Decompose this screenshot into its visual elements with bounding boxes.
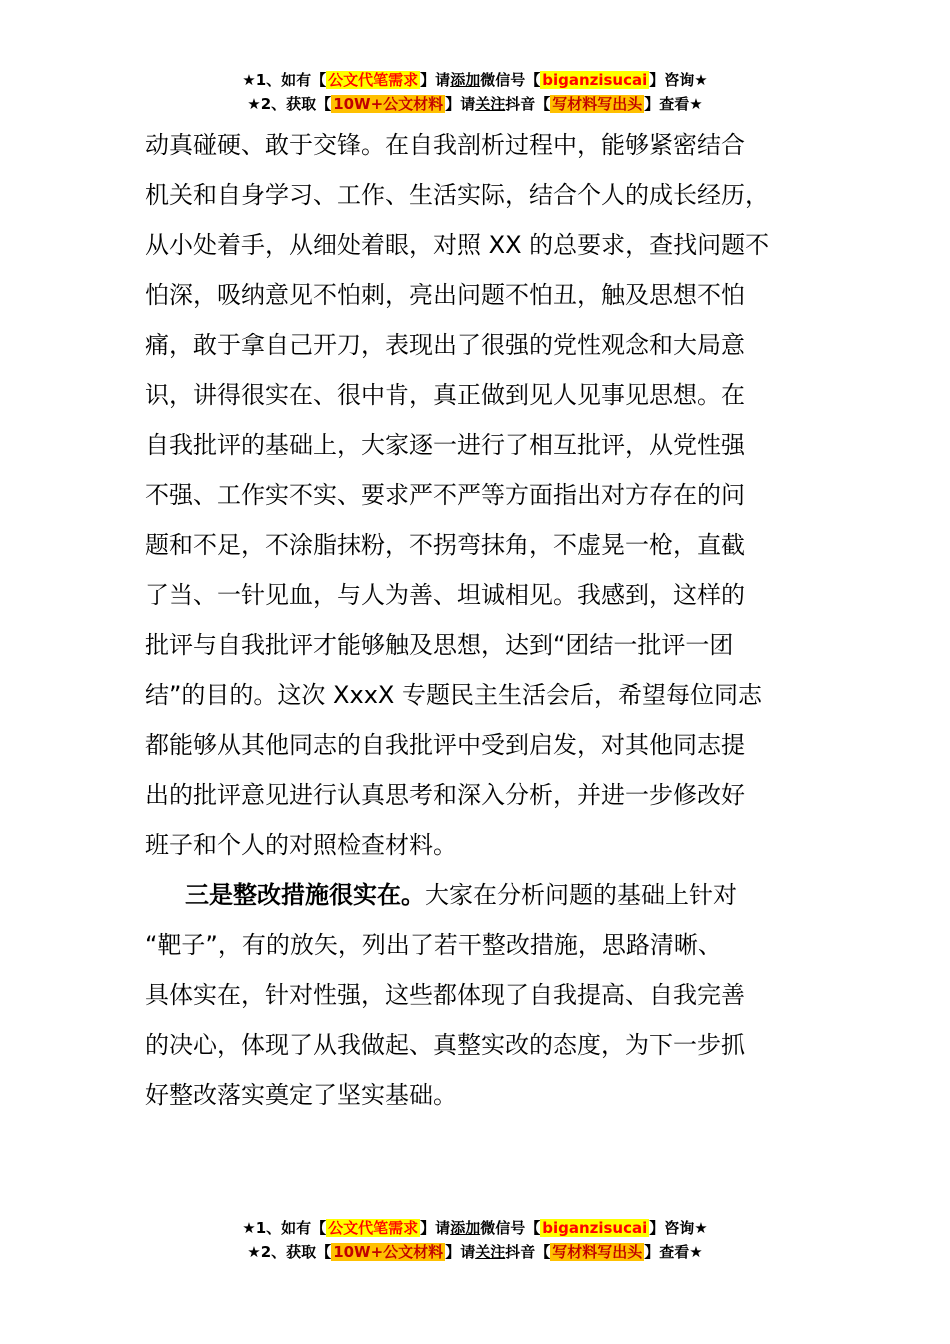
banner-text: 】请 <box>445 95 476 113</box>
paragraph-line: 不强、工作实不实、要求严不严等方面指出对方存在的问 <box>145 481 745 509</box>
paragraph-line: 从小处着手，从细处着眼，对照 XX 的总要求，查找问题不 <box>145 231 770 259</box>
banner-text: ★2、获取【 <box>247 1243 332 1261</box>
paragraph-line: 痛，敢于拿自己开刀，表现出了很强的党性观念和大局意 <box>145 331 745 359</box>
paragraph-line: 出的批评意见进行认真思考和深入分析，并进一步修改好 <box>145 781 745 809</box>
banner-text: 】咨询★ <box>649 71 708 89</box>
paragraph-line: “靶子”，有的放矢，列出了若干整改措施，思路清晰、 <box>145 931 722 959</box>
paragraph-line: 的决心，体现了从我做起、真整实改的态度，为下一步抓 <box>145 1031 745 1059</box>
paragraph-line: 机关和自身学习、工作、生活实际，结合个人的成长经历， <box>145 181 769 209</box>
paragraph-line: 批评与自我批评才能够触及思想，达到“团结一批评一团 <box>145 631 734 659</box>
banner-highlight: 10W+公文材料 <box>333 95 444 113</box>
banner-highlight: 写材料写出头 <box>552 95 643 113</box>
banner-text: ★1、如有【 <box>242 71 327 89</box>
header-banner <box>0 68 950 116</box>
banner-highlight: 公文代笔需求 <box>328 71 419 89</box>
banner-highlight: 写材料写出头 <box>552 1243 643 1261</box>
banner-highlight: biganzisucai <box>542 1219 648 1237</box>
banner-text: 】请 <box>420 1219 451 1237</box>
paragraph-line: 都能够从其他同志的自我批评中受到启发，对其他同志提 <box>145 731 745 759</box>
banner-highlight: biganzisucai <box>542 71 648 89</box>
banner-underline: 添加 <box>450 71 481 89</box>
paragraph-line: 动真碰硬、敢于交锋。在自我剖析过程中，能够紧密结合 <box>145 131 745 159</box>
banner-text: 抖音【 <box>505 95 551 113</box>
banner-line-2 <box>0 92 950 116</box>
paragraph-text: 大家在分析问题的基础上针对 <box>425 881 737 909</box>
banner-text: 】请 <box>420 71 451 89</box>
banner-text: 抖音【 <box>505 1243 551 1261</box>
paragraph-line: 怕深，吸纳意见不怕刺，亮出问题不怕丑，触及思想不怕 <box>145 281 745 309</box>
paragraph-2-first-line <box>145 870 809 920</box>
section-heading: 三是整改措施很实在。 <box>185 881 425 909</box>
banner-highlight: 公文代笔需求 <box>328 1219 419 1237</box>
paragraph-line: 结”的目的。这次 XxxX 专题民主生活会后，希望每位同志 <box>145 681 762 709</box>
banner-underline: 添加 <box>450 1219 481 1237</box>
banner-underline: 关注 <box>475 95 506 113</box>
banner-text: 微信号【 <box>480 71 541 89</box>
paragraph-line: 具体实在，针对性强，这些都体现了自我提高、自我完善 <box>145 981 745 1009</box>
banner-line-2 <box>0 1240 950 1264</box>
document-body <box>145 120 809 1120</box>
banner-text: 】咨询★ <box>649 1219 708 1237</box>
banner-text: 】请 <box>445 1243 476 1261</box>
paragraph-line: 班子和个人的对照检查材料。 <box>145 831 457 859</box>
footer-banner <box>0 1216 950 1264</box>
paragraph-line: 题和不足，不涂脂抹粉，不拐弯抹角，不虚晃一枪，直截 <box>145 531 745 559</box>
paragraph-line: 好整改落实奠定了坚实基础。 <box>145 1081 457 1109</box>
banner-text: 】查看★ <box>644 1243 703 1261</box>
paragraph-line: 了当、一针见血，与人为善、坦诚相见。我感到，这样的 <box>145 581 745 609</box>
paragraph-line: 识，讲得很实在、很中肯，真正做到见人见事见思想。在 <box>145 381 745 409</box>
banner-text: ★2、获取【 <box>247 95 332 113</box>
banner-line-1 <box>0 68 950 92</box>
paragraph-line: 自我批评的基础上，大家逐一进行了相互批评，从党性强 <box>145 431 745 459</box>
banner-highlight: 10W+公文材料 <box>333 1243 444 1261</box>
banner-line-1 <box>0 1216 950 1240</box>
banner-text: 】查看★ <box>644 95 703 113</box>
banner-text: ★1、如有【 <box>242 1219 327 1237</box>
banner-underline: 关注 <box>475 1243 506 1261</box>
banner-text: 微信号【 <box>480 1219 541 1237</box>
